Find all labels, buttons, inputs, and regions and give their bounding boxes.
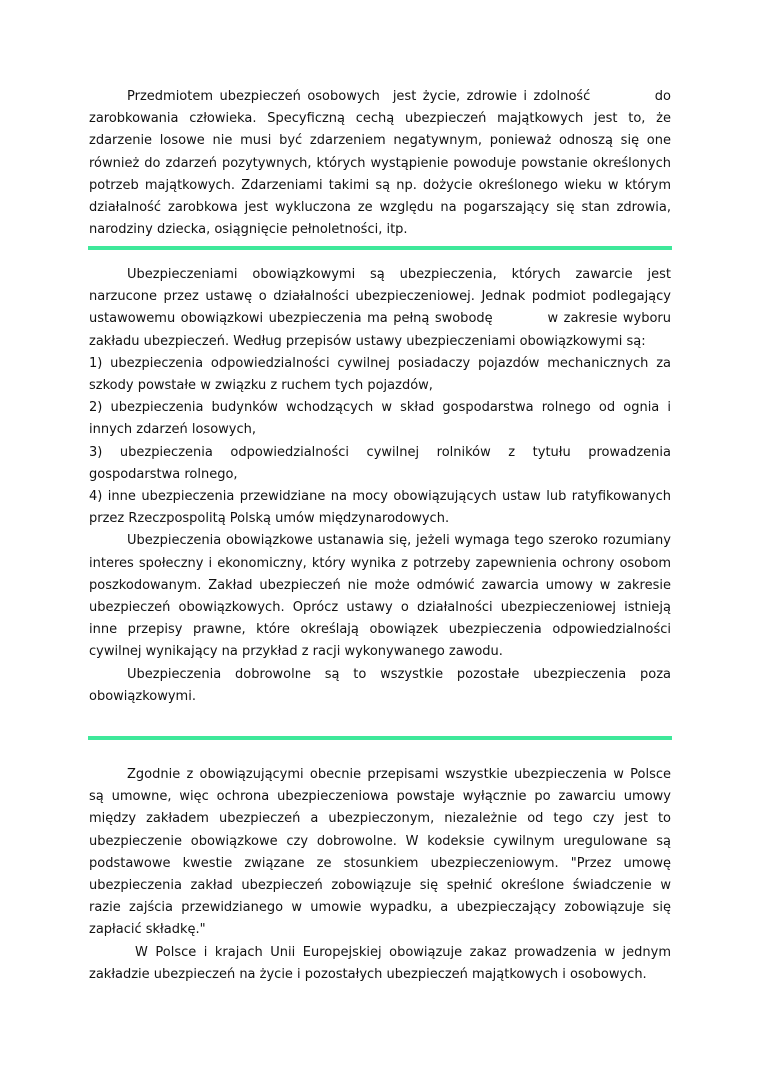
- section-mandatory-insurance: [89, 264, 676, 708]
- list-item: 4) inne ubezpieczenia przewidziane na mocy obowiązujących ustaw lub ratyfikowanych przez Rzeczpospolitą Polską umów międzynarodowych.: [89, 489, 671, 527]
- section-insurance-contract: [89, 764, 671, 986]
- paragraph-mandatory-intro: Ubezpieczeniami obowiązkowymi są ubezpieczenia, których zawarcie jest narzucone przez ustawę o działalności ubezpieczeniowej. Jednak podmiot podlegający ustawowemu obowiązkowi ubezpieczenia ma pełną swobodę w zakresie wyboru zakładu ubezpieczeń. Według przepisów ustawy ubezpieczeniami obowiązkowymi są:: [89, 267, 676, 349]
- paragraph-voluntary-insurance: Ubezpieczenia dobrowolne są to wszystkie pozostałe ubezpieczenia poza obowiązkowymi.: [89, 666, 671, 704]
- section-personal-insurance: [89, 86, 676, 241]
- paragraph-eu-prohibition: W Polsce i krajach Unii Europejskiej obowiązuje zakaz prowadzenia w jednym zakładzie ubezpieczeń na życie i pozostałych ubezpieczeń majątkowych i osobowych.: [89, 944, 671, 982]
- section-divider: [88, 246, 672, 250]
- paragraph-mandatory-purpose: Ubezpieczenia obowiązkowe ustanawia się, jeżeli wymaga tego szeroko rozumiany interes społeczny i ekonomiczny, który wynika z potrzeby zapewnienia ochrony osobom poszkodowanym. Zakład ubezpieczeń nie może odmówić zawarcia umowy w zakresie ubezpieczeń obowiązkowych. Oprócz ustawy o działalności ubezpieczeniowej istnieją inne przepisy prawne, które określają obowiązek ubezpieczenia odpowiedzialności cywilnej wynikający na przykład z racji wykonywanego zawodu.: [89, 533, 671, 660]
- section-divider: [88, 736, 672, 740]
- list-item: 1) ubezpieczenia odpowiedzialności cywilnej posiadaczy pojazdów mechanicznych za szkody powstałe w związku z ruchem tych pojazdów,: [89, 355, 671, 394]
- paragraph-insurance-contract: Zgodnie z obowiązującymi obecnie przepisami wszystkie ubezpieczenia w Polsce są umowne, więc ochrona ubezpieczeniowa powstaje wyłącznie po zawarciu umowy między zakładem ubezpieczeń a ubezpieczonym, niezależnie od tego czy jest to ubezpieczenie obowiązkowe czy dobrowolne. W kodeksie cywilnym uregulowane są podstawowe kwestie związane ze stosunkiem ubezpieczeniowym. "Przez umowę ubezpieczenia zakład ubezpieczeń zobowiązuje się spełnić określone świadczenie w razie zajścia przewidzianego w umowie wypadku, a ubezpieczający zobowiązuje się zapłacić składkę.": [89, 767, 671, 938]
- list-item: 2) ubezpieczenia budynków wchodzących w skład gospodarstwa rolnego od ognia i innych zdarzeń losowych,: [89, 400, 671, 438]
- paragraph-personal-insurance: Przedmiotem ubezpieczeń osobowych jest życie, zdrowie i zdolność do zarobkowania człowieka. Specyficzną cechą ubezpieczeń majątkowych jest to, że zdarzenie losowe nie musi być zdarzeniem negatywnym, ponieważ odnoszą się one również do zdarzeń pozytywnych, których wystąpienie powoduje powstanie określonych potrzeb majątkowych. Zdarzeniami takimi są np. dożycie określonego wieku w którym działalność zarobkowa jest wykluczona ze względu na pogarszający się stan zdrowia, narodziny dziecka, osiągnięcie pełnoletności, itp.: [89, 89, 676, 238]
- list-item: 3) ubezpieczenia odpowiedzialności cywilnej rolników z tytułu prowadzenia gospodarstwa rolnego,: [89, 444, 671, 482]
